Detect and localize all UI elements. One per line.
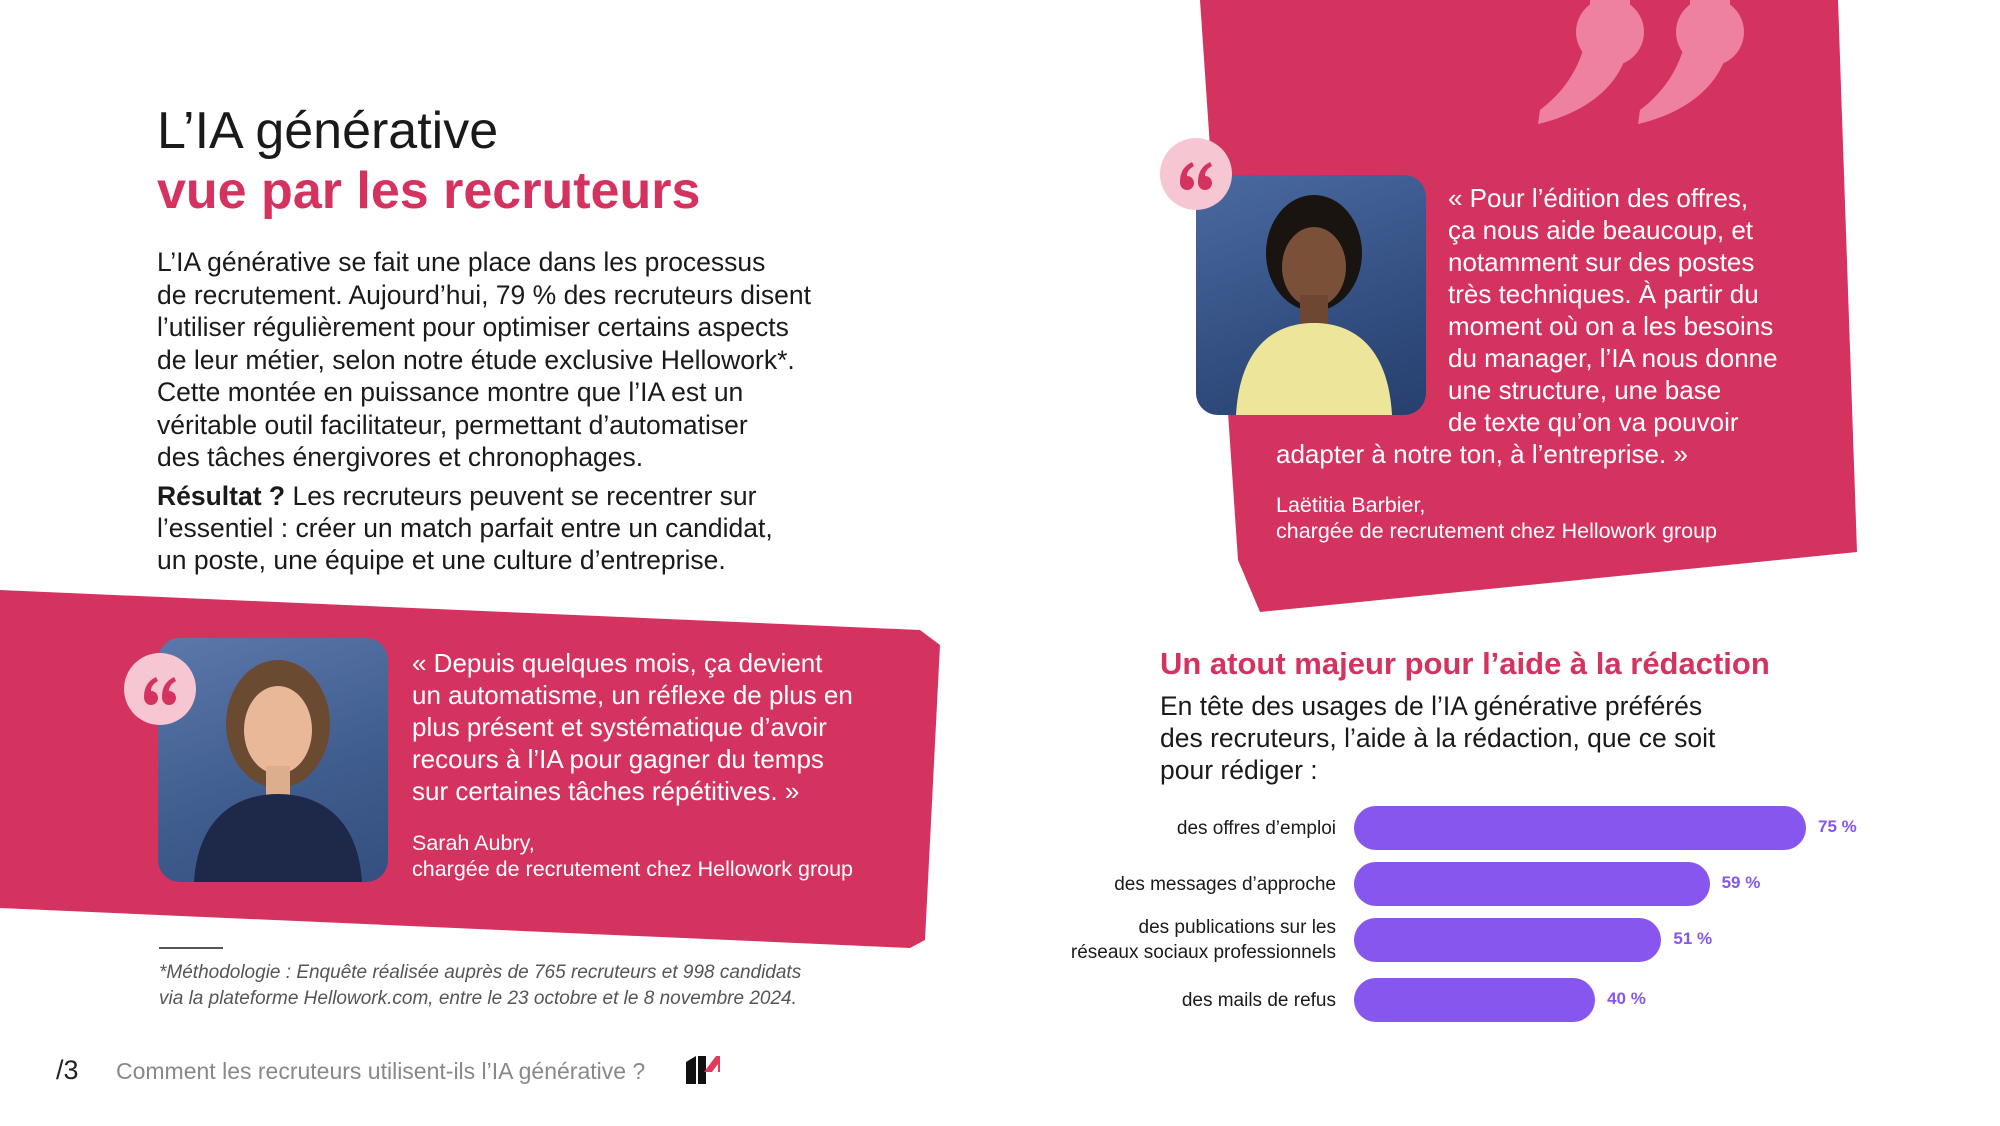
methodology-line: via la plateforme Hellowork.com, entre le 23 octobre et le 8 novembre 2024.	[159, 988, 797, 1009]
quote-badge-icon	[1160, 138, 1232, 210]
quote-line: sur certaines tâches répétitives. »	[412, 776, 800, 806]
quote-line: une structure, une base	[1448, 375, 1722, 405]
author-name: Laëtitia Barbier,	[1276, 493, 1426, 517]
intro-paragraph	[157, 246, 877, 474]
quote-line: très techniques. À partir du	[1448, 279, 1759, 309]
bar-category-label-line: des publications sur les	[1138, 917, 1336, 938]
bar-category-label-line: des messages d’approche	[1114, 873, 1336, 895]
chart-subtitle-line: En tête des usages de l’IA générative préférés	[1160, 691, 1703, 721]
quote-bottom-text	[412, 647, 853, 807]
page-number: /3	[56, 1055, 79, 1085]
intro-line: de recrutement. Aujourd’hui, 79 % des recruteurs disent	[157, 279, 812, 310]
bar-value-label: 51 %	[1673, 929, 1713, 948]
intro-line: de leur métier, selon notre étude exclusive Hellowork*.	[157, 344, 795, 375]
author-name: Sarah Aubry,	[412, 831, 535, 855]
quote-line: adapter à notre ton, à l’entreprise. »	[1276, 439, 1688, 469]
quote-line: « Depuis quelques mois, ça devient	[412, 648, 823, 678]
bar	[1354, 806, 1806, 850]
bar-category-label	[1114, 872, 1336, 897]
intro-line: L’IA générative se fait une place dans les processus	[157, 247, 766, 277]
hellowork-logo-icon	[682, 1052, 722, 1088]
quote-line: un automatisme, un réflexe de plus en	[412, 680, 853, 710]
quote-line: plus présent et systématique d’avoir	[412, 712, 827, 742]
bar-category-label	[1071, 915, 1336, 965]
bar	[1354, 978, 1595, 1022]
intro-line: Cette montée en puissance montre que l’IA est un	[157, 377, 744, 407]
quote-line: de texte qu’on va pouvoir	[1448, 407, 1739, 437]
quote-line: notamment sur des postes	[1448, 247, 1755, 277]
footer-title: Comment les recruteurs utilisent-ils l’IA générative ?	[116, 1058, 646, 1084]
person-silhouette-icon	[1196, 175, 1426, 415]
quote-top-last-line	[1276, 438, 1688, 470]
result-line: un poste, une équipe et une culture d’entreprise.	[157, 545, 726, 575]
chart-subtitle-line: des recruteurs, l’aide à la rédaction, que ce soit	[1160, 723, 1716, 753]
bar-category-label-line: des offres d’emploi	[1176, 817, 1336, 839]
methodology-note	[159, 960, 801, 1012]
quote-bottom-author	[412, 830, 853, 882]
author-role: chargée de recrutement chez Hellowork group	[412, 857, 853, 881]
bar-value-label: 40 %	[1607, 989, 1646, 1008]
quote-badge-icon	[124, 653, 196, 725]
quote-line: « Pour l’édition des offres,	[1448, 183, 1749, 213]
intro-line: des tâches énergivores et chronophages.	[157, 442, 644, 472]
intro-line: véritable outil facilitateur, permettant d’automatiser	[157, 409, 748, 440]
bar-value-label: 75 %	[1818, 817, 1857, 836]
chart-subtitle	[1160, 690, 1715, 786]
result-paragraph	[157, 480, 877, 576]
methodology-divider	[159, 947, 223, 949]
bar	[1354, 918, 1661, 962]
quote-line: du manager, l’IA nous donne	[1448, 343, 1778, 373]
page-title-line1: L’IA générative	[157, 102, 499, 160]
quote-line: recours à l’IA pour gagner du temps	[412, 744, 824, 774]
open-quote-icon	[124, 653, 196, 725]
chart-subtitle-line: pour rédiger :	[1160, 755, 1318, 785]
quote-top-text	[1448, 182, 1778, 438]
page-title-line2: vue par les recruteurs	[157, 162, 701, 220]
result-line	[157, 480, 877, 512]
result-text: Les recruteurs peuvent se recentrer sur	[285, 481, 757, 511]
quote-top-author	[1276, 492, 1717, 544]
quote-line: ça nous aide beaucoup, et	[1448, 215, 1754, 245]
result-line: l’essentiel : créer un match parfait entre un candidat,	[157, 513, 773, 543]
quote-line: moment où on a les besoins	[1448, 311, 1774, 341]
bar-category-label-line: des mails de refus	[1181, 989, 1336, 1011]
portrait-laetitia-barbier	[1196, 175, 1426, 415]
author-role: chargée de recrutement chez Hellowork group	[1276, 519, 1717, 543]
methodology-line: *Méthodologie : Enquête réalisée auprès de 765 recruteurs et 998 candidats	[159, 962, 802, 983]
open-quote-icon	[1160, 138, 1232, 210]
bar-category-label	[1177, 816, 1336, 841]
bar	[1354, 862, 1710, 906]
result-label: Résultat ?	[157, 481, 286, 511]
intro-line: l’utiliser régulièrement pour optimiser certains aspects	[157, 312, 789, 342]
chart-title: Un atout majeur pour l’aide à la rédaction	[1160, 646, 1770, 681]
bar-category-label-line: réseaux sociaux professionnels	[1070, 942, 1336, 963]
bar-category-label	[1182, 988, 1336, 1013]
bar-value-label: 59 %	[1721, 873, 1761, 892]
